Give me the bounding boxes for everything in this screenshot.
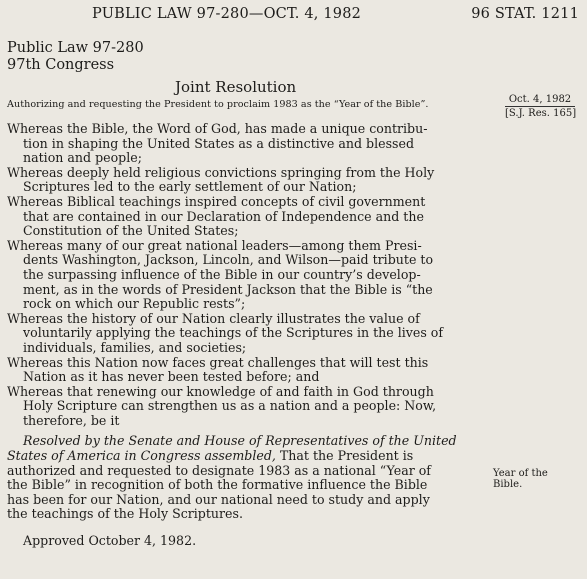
approval-date: Approved October 4, 1982. — [23, 533, 197, 549]
document-type-heading: Joint Resolution — [175, 78, 297, 96]
running-head-page: 96 STAT. 1211 — [471, 6, 579, 22]
purpose-statement: Authorizing and requesting the President to proclaim 1983 as the “Year of the Bible”. — [7, 99, 429, 110]
enacting-formula: Resolved by the Senate and House of Representatives of the United States of America in Congress assembled, — [7, 433, 457, 464]
whereas-clause: Whereas that renewing our knowledge of and faith in God through Holy Scripture can strengthen us as a nation and a people: Now, therefore, be it — [7, 383, 437, 428]
running-head-title: PUBLIC LAW 97-280—OCT. 4, 1982 — [92, 6, 362, 22]
resolution-body — [7, 122, 489, 549]
law-number: Public Law 97-280 — [7, 40, 144, 56]
whereas-clause: Whereas Biblical teachings inspired concepts of civil government that are contained in our Declaration of Independence and the Constitution of the United States; — [7, 193, 426, 239]
margin-note: Year of the Bible. — [493, 468, 548, 490]
congress-number: 97th Congress — [7, 57, 115, 73]
whereas-clause: Whereas the history of our Nation clearly illustrates the value of voluntarily applying the teachings of the Scriptures in the lives of individuals, families, and societies; — [7, 310, 444, 355]
side-note-date: Oct. 4, 1982 — [508, 94, 572, 105]
whereas-clause: Whereas many of our great national leaders—among them Presi- dents Washington, Jackson, Lincoln, and Wilson—paid tribute to the surpassing influence of the Bible in our country’s develop- ment, as in the words of President Jackson that the Bible is “the rock on which our Republic rests”; — [7, 237, 434, 312]
resolution-text: That the President is authorized and requested to designate 1983 as a national “Year of the Bible” in recognition of both the formative influence the Bible has been for our Nation, and our national need to study and apply the teachings of the Holy Scriptures. — [7, 448, 431, 522]
whereas-clause: Whereas this Nation now faces great challenges that will test this Nation as it has never been tested before; and — [7, 354, 429, 385]
resolving-clause — [7, 434, 489, 522]
whereas-clause: Whereas the Bible, the Word of God, has made a unique contribu- tion in shaping the United States as a distinctive and blessed nation and people; — [7, 121, 428, 166]
whereas-clause: Whereas deeply held religious convictions springing from the Holy Scriptures led to the early settlement of our Nation; — [7, 164, 435, 195]
side-note-divider — [505, 106, 575, 107]
side-note — [505, 94, 575, 119]
side-note-bill: [S.J. Res. 165] — [505, 108, 577, 119]
